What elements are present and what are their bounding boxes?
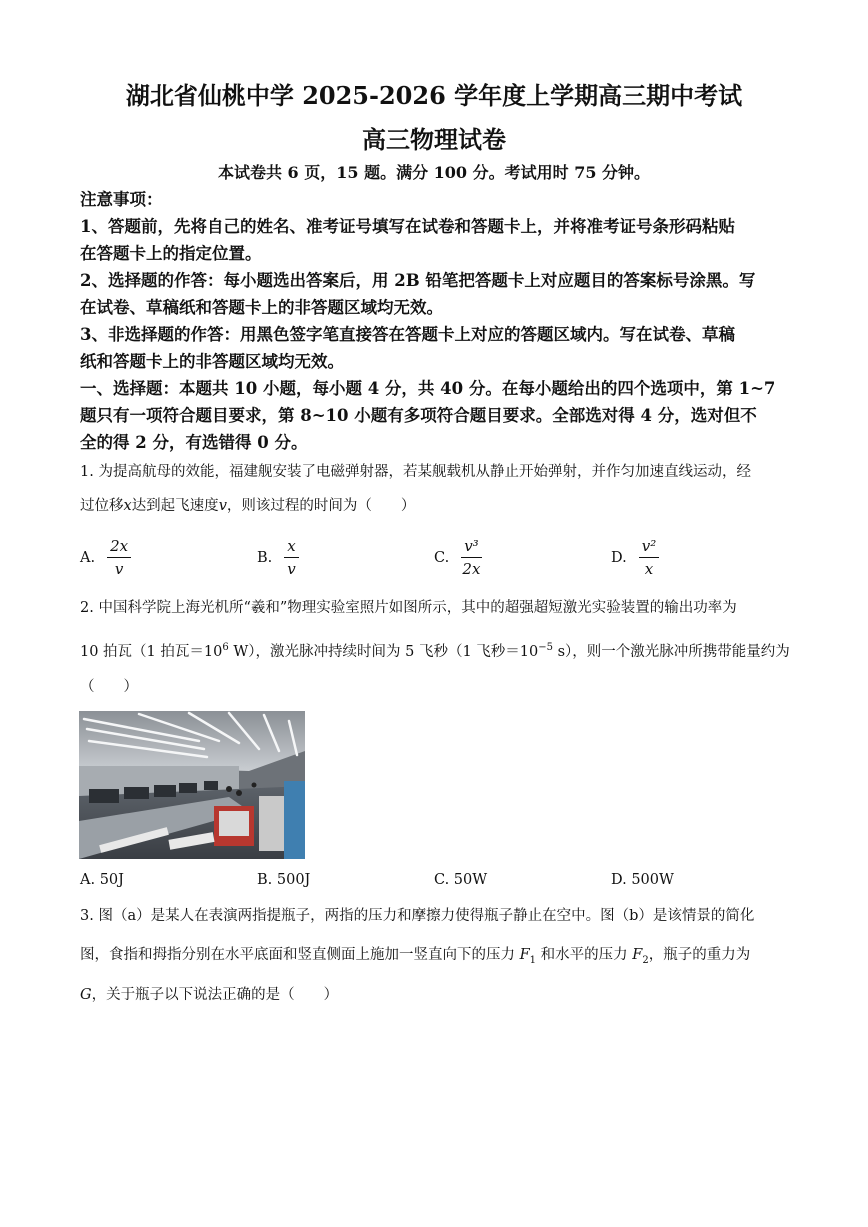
q3-stem-line-1: 3. 图（a）是某人在表演两指提瓶子，两指的压力和摩擦力使得瓶子静止在空中。图（b）是该情景的简化 <box>80 908 755 924</box>
q3-force-f1: F <box>519 947 530 963</box>
q1-option-d-label: D. <box>611 549 627 566</box>
q1-option-b-label: B. <box>257 549 273 566</box>
exam-title: 湖北省仙桃中学 2025-2026 学年度上学期高三期中考试 <box>125 81 743 110</box>
q3-weight-g: G <box>80 987 92 1003</box>
q1-text-b: 达到起飞速度 <box>131 498 219 514</box>
note-3-line-2: 纸和答题卡上的非答题区域均无效。 <box>80 352 344 371</box>
exam-info: 本试卷共 6 页，15 题。满分 100 分。考试用时 75 分钟。 <box>217 163 651 182</box>
q1-var-x: x <box>123 498 132 514</box>
q1-option-d[interactable] <box>611 537 659 578</box>
q1-stem-line-1: 1. 为提高航母的效能，福建舰安装了电磁弹射器，若某舰载机从静止开始弹射，并作匀加速直线运动，经 <box>80 464 751 480</box>
q1-option-c-label: C. <box>434 549 450 566</box>
q3-text-c: ，瓶子的重力为 <box>648 947 751 963</box>
q1-stem-line-2 <box>80 496 790 516</box>
q1-option-b[interactable] <box>257 537 299 578</box>
q2-stem-line-1: 2. 中国科学院上海光机所“羲和”物理实验室照片如图所示，其中的超强超短激光实验装置的输出功率为 <box>80 600 737 616</box>
lab-photo <box>79 711 305 859</box>
section-1-line-3: 全的得 2 分，有选错得 0 分。 <box>80 433 308 452</box>
q1-option-d-fraction <box>639 537 660 578</box>
note-1-line-1: 1、答题前，先将自己的姓名、准考证号填写在试卷和答题卡上，并将准考证号条形码粘贴 <box>80 217 735 236</box>
q2-text-b: W），激光脉冲持续时间为 5 飞秒（1 飞秒＝10 <box>228 643 539 660</box>
q1-var-v: v <box>218 498 227 514</box>
q2-option-c[interactable]: C. 50W <box>434 872 488 888</box>
notes-heading: 注意事项： <box>80 190 163 209</box>
q1-option-a-numerator: 2x <box>107 537 131 558</box>
q1-option-a-label: A. <box>80 549 96 566</box>
q3-force-f2-subscript: 2 <box>642 954 649 966</box>
q2-option-b[interactable]: B. 500J <box>257 872 311 888</box>
q2-text-c: s），则一个激光脉冲所携带能量约为 <box>552 643 790 660</box>
q2-option-d[interactable]: D. 500W <box>611 872 674 888</box>
q1-option-a-fraction <box>107 537 131 578</box>
note-1-line-2: 在答题卡上的指定位置。 <box>80 244 262 263</box>
section-1-line-1: 一、选择题：本题共 10 小题，每小题 4 分，共 40 分。在每小题给出的四个选项中，第 1~7 <box>80 379 776 398</box>
q1-option-b-denominator: v <box>287 560 296 578</box>
q3-stem-line-2 <box>80 945 790 971</box>
q3-text-b: 和水平的压力 <box>536 947 633 963</box>
q1-option-b-fraction <box>284 537 298 578</box>
q3-force-f2: F <box>632 947 643 963</box>
q1-text-c: ，则该过程的时间为（ ） <box>226 498 416 514</box>
q1-option-c-denominator: 2x <box>462 560 481 578</box>
q1-option-d-denominator: x <box>644 560 654 578</box>
note-2-line-2: 在试卷、草稿纸和答题卡上的非答题区域均无效。 <box>80 298 443 317</box>
q1-option-a-denominator: v <box>114 560 124 578</box>
q2-option-a[interactable]: A. 50J <box>80 872 124 888</box>
q1-option-a[interactable] <box>80 537 131 578</box>
q1-option-b-numerator: x <box>284 537 298 558</box>
q1-text-a: 过位移 <box>80 498 124 514</box>
q2-stem-line-2 <box>80 638 790 662</box>
q2-exponent-1: 6 <box>222 642 229 653</box>
section-1-line-2: 题只有一项符合题目要求，第 8~10 小题有多项符合题目要求。全部选对得 4 分，选对但不 <box>80 406 757 425</box>
q3-stem-line-3 <box>80 985 790 1005</box>
q1-option-c[interactable] <box>434 537 482 578</box>
q2-stem-line-3: （ ） <box>80 679 138 695</box>
note-3-line-1: 3、非选择题的作答：用黑色签字笔直接答在答题卡上对应的答题区域内。写在试卷、草稿 <box>80 325 735 344</box>
q3-force-f1-subscript: 1 <box>529 954 537 966</box>
note-2-line-1: 2、选择题的作答：每小题选出答案后，用 2B 铅笔把答题卡上对应题目的答案标号涂黑。写 <box>80 271 756 290</box>
q3-text-a: 图，食指和拇指分别在水平底面和竖直侧面上施加一竖直向下的压力 <box>80 947 520 963</box>
q1-option-c-numerator: v³ <box>461 537 482 558</box>
q2-text-a: 10 拍瓦（1 拍瓦＝10 <box>80 643 223 660</box>
exam-subject: 高三物理试卷 <box>362 125 506 154</box>
q3-text-d: ，关于瓶子以下说法正确的是（ ） <box>91 987 339 1003</box>
q1-option-d-numerator: v² <box>639 537 660 558</box>
q1-option-c-fraction <box>461 537 482 578</box>
q2-exponent-2: −5 <box>538 642 553 653</box>
